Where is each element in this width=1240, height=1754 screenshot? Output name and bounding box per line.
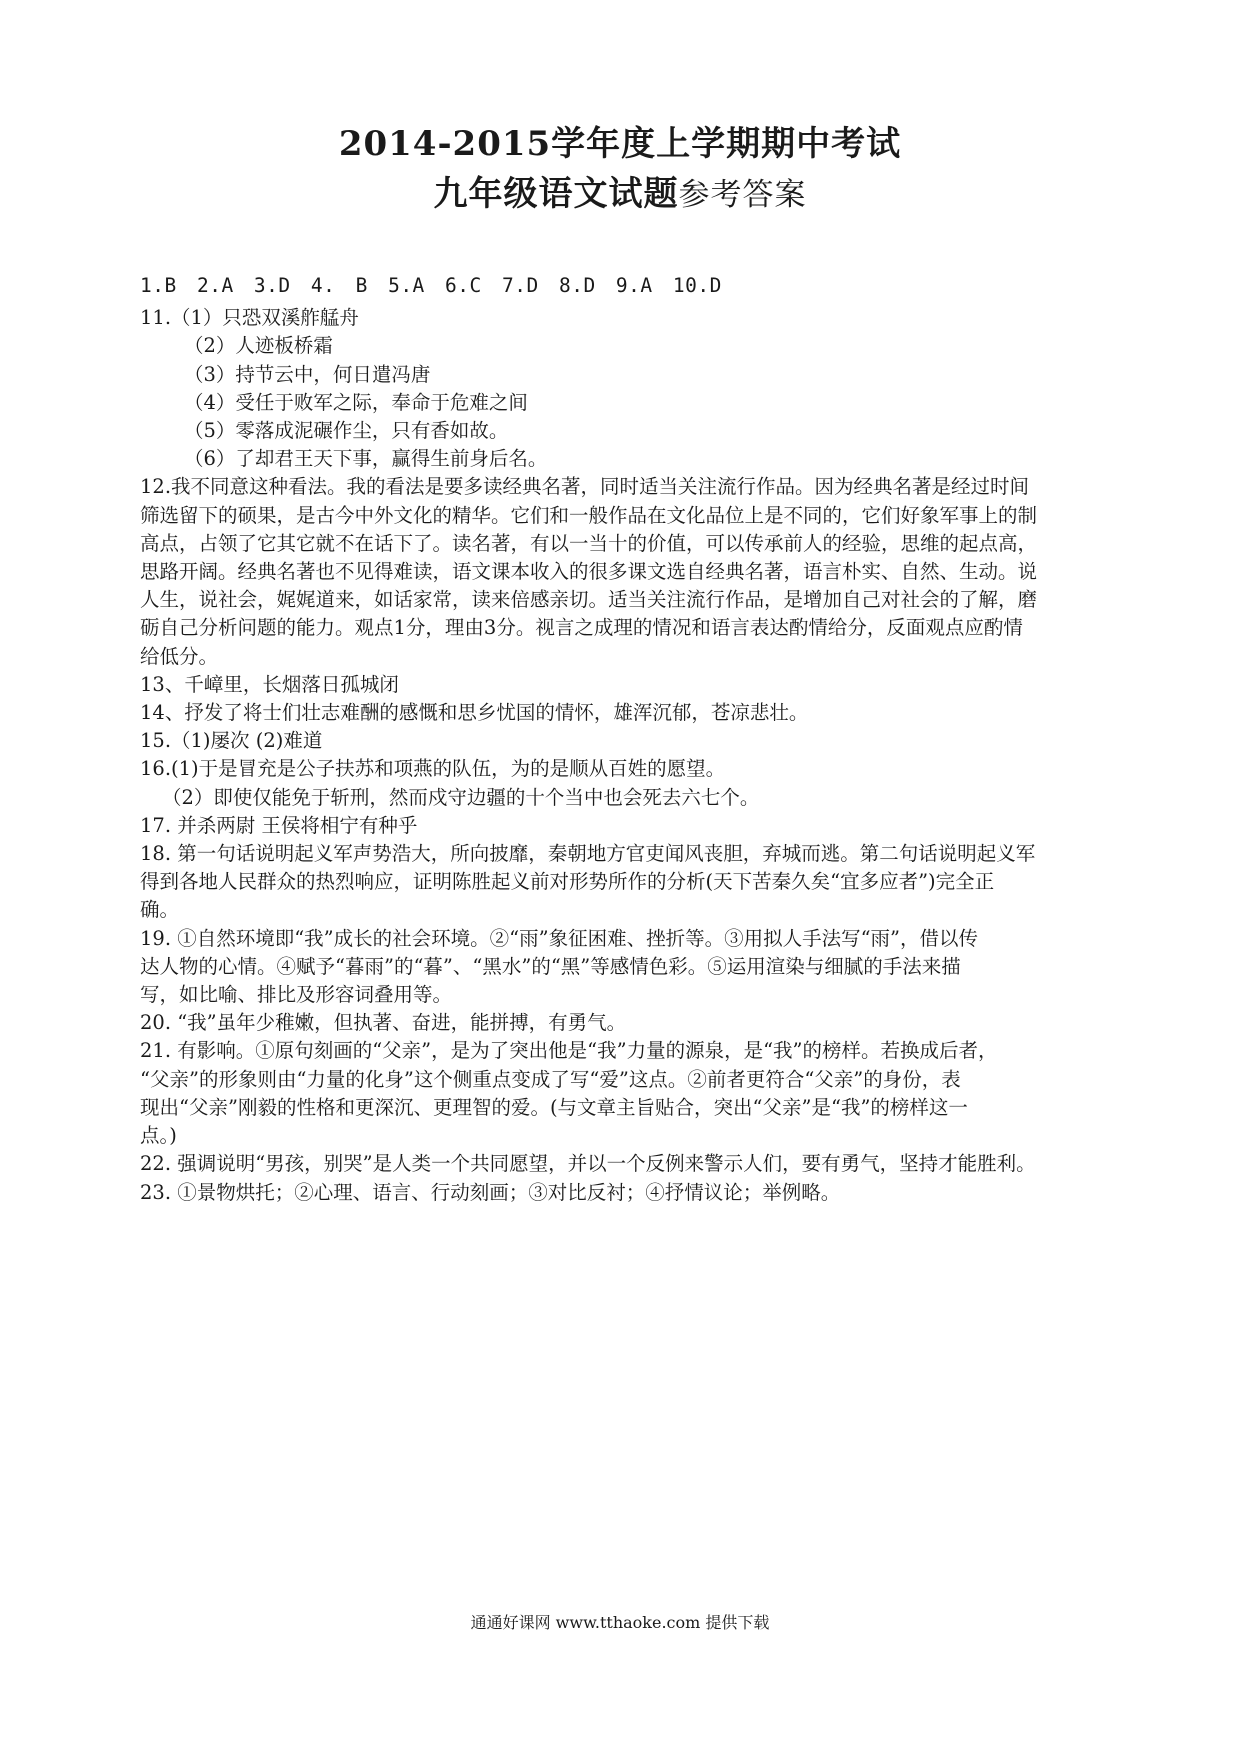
answer-11-item: （2）人迹板桥霜 [184, 334, 333, 358]
answer-body [140, 272, 1130, 1207]
subtitle-suffix: 参考答案 [678, 177, 807, 213]
answer-17: 17. 并杀两尉 王侯将相宁有种乎 [140, 813, 418, 837]
answer-21-line: “父亲”的形象则由“力量的化身”这个侧重点变成了写“爱”这点。②前者更符合“父亲”的身份，表 [140, 1067, 961, 1091]
answer-21-line: 21. 有影响。①原句刻画的“父亲”，是为了突出他是“我”力量的源泉，是“我”的榜样。若换成后者， [140, 1039, 998, 1063]
answer-12-line: 12.我不同意这种看法。我的看法是要多读经典名著，同时适当关注流行作品。因为经典名著是经过时间 [140, 475, 1030, 499]
answer-18-line: 确。 [140, 898, 180, 922]
answer-12-line: 人生，说社会，娓娓道来，如话家常，读来倍感亲切。适当关注流行作品，是增加自己对社会的了解，磨 [140, 588, 1038, 612]
answer-11-item: （6）了却君王天下事，赢得生前身后名。 [184, 447, 548, 471]
footer-credit: 通通好课网 www.tthaoke.com 提供下载 [470, 1613, 770, 1632]
answer-12-line: 高点，占领了它其它就不在话下了。读名著，有以一当十的价值，可以传承前人的经验，思维的起点高， [140, 531, 1038, 555]
answer-18-line: 得到各地人民群众的热烈响应，证明陈胜起义前对形势所作的分析(天下苦秦久矣“宜多应者”)完全正 [140, 870, 995, 894]
answer-12-line: 思路开阔。经典名著也不见得难读，语文课本收入的很多课文选自经典名著，语言朴实、自然、生动。说 [140, 560, 1038, 584]
document-title: 2014-2015学年度上学期期中考试 [338, 124, 902, 164]
answer-11-item: （3）持节云中，何日遣冯唐 [184, 362, 431, 386]
answer-11: 11.（1）只恐双溪舴艋舟 [140, 306, 359, 330]
answer-23: 23. ①景物烘托；②心理、语言、行动刻画；③对比反衬；④抒情议论；举例略。 [140, 1180, 841, 1204]
answer-12-line: 砺自己分析问题的能力。观点1分，理由3分。视言之成理的情况和语言表达酌情给分，反面观点应酌情 [140, 616, 1023, 640]
answer-16-line: 16.(1)于是冒充是公子扶苏和项燕的队伍，为的是顺从百姓的愿望。 [140, 757, 726, 781]
document-subtitle [0, 172, 1240, 217]
answer-12-line: 筛选留下的硕果，是古今中外文化的精华。它们和一般作品在文化品位上是不同的，它们好象军事上的制 [140, 503, 1038, 527]
answer-21-line: 现出“父亲”刚毅的性格和更深沉、更理智的爱。(与文章主旨贴合，突出“父亲”是“我”的榜样这一 [140, 1095, 968, 1119]
answer-19-line: 19. ①自然环境即“我”成长的社会环境。②“雨”象征困难、挫折等。③用拟人手法写“雨”，借以传 [140, 926, 979, 950]
multiple-choice-answers: 1.B 2.A 3.D 4. B 5.A 6.C 7.D 8.D 9.A 10.D [140, 274, 722, 297]
answer-20: 20. “我”虽年少稚嫩，但执著、奋进，能拼搏，有勇气。 [140, 1011, 627, 1035]
answer-15: 15.（1)屡次 (2)难道 [140, 729, 323, 753]
answer-12-line: 给低分。 [140, 644, 219, 668]
answer-11-item: （4）受任于败军之际，奉命于危难之间 [184, 390, 528, 414]
answer-16-line: （2）即使仅能免于斩刑，然而戍守边疆的十个当中也会死去六七个。 [162, 785, 760, 809]
answer-19-line: 写，如比喻、排比及形容词叠用等。 [140, 983, 453, 1007]
answer-21-line: 点。) [140, 1124, 177, 1148]
answer-13: 13、千嶂里，长烟落日孤城闭 [140, 672, 399, 696]
answer-22: 22. 强调说明“男孩，别哭”是人类一个共同愿望，并以一个反例来警示人们，要有勇气，坚持才能胜利。 [140, 1152, 1036, 1176]
answer-14: 14、抒发了将士们壮志难酬的感慨和思乡忧国的情怀，雄浑沉郁，苍凉悲壮。 [140, 701, 809, 725]
answer-11-item: （5）零落成泥碾作尘，只有香如故。 [184, 419, 509, 443]
answer-18-line: 18. 第一句话说明起义军声势浩大，所向披靡，秦朝地方官吏闻风丧胆，弃城而逃。第二句话说明起义军 [140, 842, 1036, 866]
subtitle-main: 九年级语文试题 [433, 174, 679, 214]
answer-19-line: 达人物的心情。④赋予“暮雨”的“暮”、“黑水”的“黑”等感情色彩。⑤运用渲染与细腻的手法来描 [140, 954, 961, 978]
